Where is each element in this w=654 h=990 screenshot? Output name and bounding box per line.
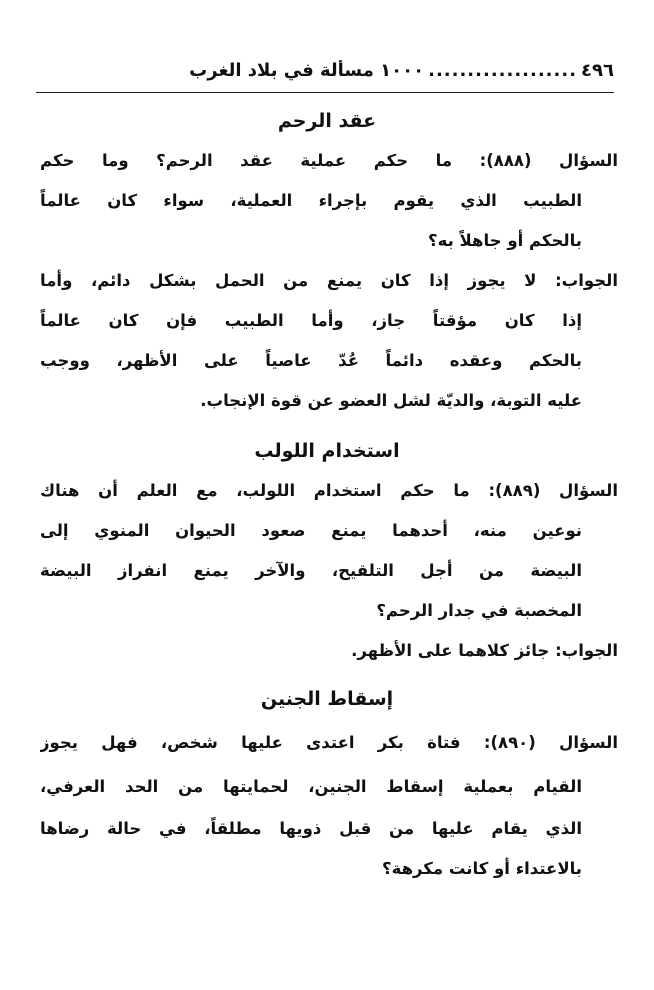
page-number: ٤٩٦ [581, 60, 614, 81]
question-line: السؤال (٨٨٨): ما حكم عملية عقد الرحم؟ وما حكم [40, 151, 618, 170]
answer-line: الجواب: لا يجوز إذا كان يمنع من الحمل بشكل دائم، وأما [40, 271, 618, 290]
answer-line: إذا كان مؤقتاً جاز، وأما الطبيب فإن كان عالماً [40, 311, 582, 330]
question-line: بالاعتداء أو كانت مكرهة؟ [382, 859, 582, 878]
question-line: الذي يقام عليها من قبل ذويها مطلقاً، في حالة رضاها [40, 819, 582, 838]
answer-line: الجواب: جائز كلاهما على الأظهر. [351, 641, 618, 660]
question-line: البيضة من أجل التلقيح، والآخر يمنع انفراز البيضة [40, 561, 582, 580]
section-heading: إسقاط الجنين [260, 688, 394, 710]
question-line: السؤال (٨٨٩): ما حكم استخدام اللولب، مع العلم أن هناك [40, 481, 618, 500]
answer-line: بالحكم وعقده دائماً عُدّ عاصياً على الأظهر، ووجب [40, 351, 582, 370]
question-line: الطبيب الذي يقوم بإجراء العملية، سواء كان عالماً [40, 191, 582, 210]
section-heading: عقد الرحم [277, 110, 377, 132]
question-line: القيام بعملية إسقاط الجنين، لحمايتها من الحد العرفي، [40, 777, 582, 796]
header-rule [36, 92, 614, 93]
question-line: السؤال (٨٩٠): فتاة بكر اعتدى عليها شخص، فهل يجوز [40, 733, 618, 752]
question-line: نوعين منه، أحدهما يمنع صعود الحيوان المنوي إلى [40, 521, 582, 540]
section-heading: استخدام اللولب [254, 440, 400, 462]
question-line: بالحكم أو جاهلاً به؟ [428, 231, 582, 250]
book-title: ١٠٠٠ مسألة في بلاد الغرب [189, 60, 425, 81]
running-header [36, 60, 614, 92]
question-line: المخصبة في جدار الرحم؟ [376, 601, 582, 620]
answer-line: عليه التوبة، والديّة لشل العضو عن قوة الإنجاب. [200, 391, 582, 410]
header-leader-dots: ................... [428, 60, 578, 81]
